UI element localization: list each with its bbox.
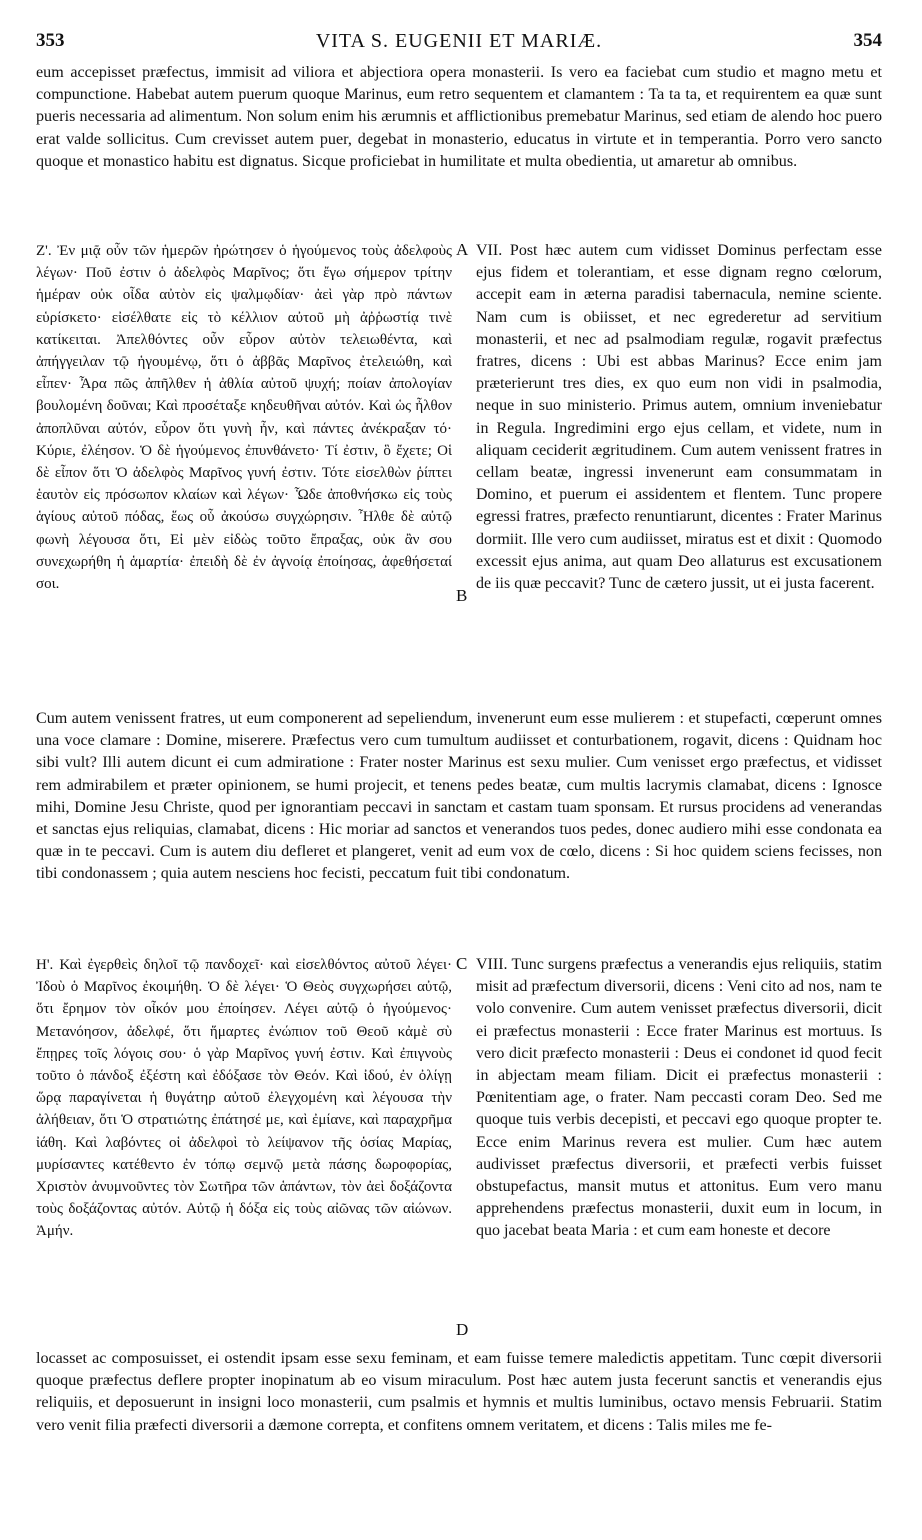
margin-marker-d: D bbox=[456, 1320, 469, 1339]
greek-column-section-7: Ζ'. Ἐν μιᾷ οὖν τῶν ἡμερῶν ἠρώτησεν ὁ ἡγούμενος τοὺς ἀδελφοὺς λέγων· Ποῦ ἐστιν ὁ ἀδελφὸς Μαρῖνος; ὅτι ἔγω σήμερον τρίτην ἡμέραν οὐκ οἶδα αὐτὸν εἰς ψαλμῳδίαν· ἀεὶ γὰρ πρὸ πάντων εὑρίσκετο· εἰσέλθατε εἰς τὸ κέλλιον αὐτοῦ μὴ ἀῤῥωστίᾳ τινὲ κατίκειται. Ἀπελθόντες οὖν εὗρον αὐτὸν τελειωθέντα, καὶ ἀπήγγειλαν τῷ ἡγουμένῳ, ὅτι ὁ ἀββᾶς Μαρῖνος ἐτελειώθη, καὶ εἶπεν· Ἆρα πῶς ἀπῆλθεν ἡ ἀθλία αὐτοῦ ψυχή; ποίαν ἀπολογίαν βουλομένη δοῦναι; Καὶ προσέταξε κηδευθῆναι αὐτόν. Καὶ ὡς ἦλθον ἀποπλῦναι αὐτόν, εὗρον ὅτι γυνὴ ἦν, καὶ πάντες ἀνέκραξαν τό· Κύριε, ἐλέησον. Ὁ δὲ ἡγούμενος ἐπυνθάνετο· Τί ἐστιν, ὃ ἔχετε; Οἱ δὲ εἶπον ὅτι Ὁ ἀδελφὸς Μαρῖνος γυνή ἐστιν. Τότε εἰσελθὼν ῥίπτει ἑαυτὸν εἰς πρόσωπον κλαίων καὶ λέγων· Ὧδε ἀποθνήσκω εἰς τοὺς ἁγίους αὐτοῦ πόδας, ἕως οὗ ἀκούσω συγχώρησιν. Ἦλθε δὲ αὐτῷ φωνὴ λέγουσα ὅτι, Εἰ μὲν εἰδὼς τοῦτο ἔπραξας, οὐκ ἂν σου συνεχωρήθη ἡ ἁμαρτία· ἐπειδὴ δὲ ἐν ἀγνοίᾳ ἐποίησας, ἀφεθήσεταί σοι. bbox=[36, 243, 452, 593]
margin-marker-a: A bbox=[456, 240, 469, 259]
running-header bbox=[36, 30, 882, 56]
margin-marker-b: B bbox=[456, 586, 468, 605]
greek-column-section-8: Η'. Καὶ ἐγερθεὶς δηλοῖ τῷ πανδοχεῖ· καὶ εἰσελθόντος αὐτοῦ λέγει· Ἰδοὺ ὁ Μαρῖνος ἐκοιμήθη. Ὁ δὲ λέγει· Ὁ Θεὸς συγχωρήσει αὐτῷ, ὅτι ἔρημον τὸν οἶκόν μου ἐποίησεν. Λέγει αὐτῷ ὁ ἡγούμενος· Μετανόησον, ἀδελφέ, ὅτι ἥμαρτες ἐνώπιον τοῦ Θεοῦ κἀμὲ σὺ ἔπῃρες τοῖς λόγοις σου· ὁ γὰρ Μαρῖνος γυνή ἐστιν. Καὶ ἐπιγνοὺς τοῦτο ὁ πάνδοξ ἐξέστη καὶ ἐδόξασε τὸν Θεόν. Καὶ ἰδού, ἐν ὀλίγῃ ὥρᾳ παραγίνεται ἡ θυγάτηρ αὐτοῦ ἐλεγχομένη καὶ λέγουσα τὴν ἀλήθειαν, ὅτι Ὁ στρατιώτης ἐπάτησέ με, καὶ ἐμίανε, καὶ παραχρῆμα ἰάθη. Καὶ λαβόντες οἱ ἀδελφοὶ τὸ λείψανον τῆς ὁσίας Μαρίας, μυρίσαντες κατέθεντο ἐν τόπῳ σεμνῷ μετὰ πάσης δωροφορίας, Χριστὸν ἀνυμνοῦντες τὸν Σωτῆρα τῶν ἁπάντων, τὸν ἀεὶ δοξάζοντα τοὺς δοξάζοντας αὐτόν. Αὐτῷ ἡ δόξα εἰς τοὺς αἰῶνας τῶν αἰώνων. Ἀμήν. bbox=[36, 957, 452, 1240]
latin-paragraph-top: eum accepisset præfectus, immisit ad viliora et abjectiora opera monasterii. Is vero ea faciebat cum studio et magno metu et compunctione. Habebat autem puerum quoque Marinus, eum retro sequentem et clamantem : Ta ta ta, et requirentem ea quæ sunt pueris necessaria ad alimentum. Non solum enim his ærumnis et afflictionibus premebatur Marinus, sed etiam de alendo hoc puero erat valde sollicitus. Cum crevisset autem puer, degebat in monasterio, educatus in virtute et in temperantia. Porro vero sancto quoque et monastico habitu est dignatus. Sicque proficiebat in humilitate et multa obedientia, ut amaretur ab omnibus. bbox=[36, 64, 882, 170]
page-number-right: 354 bbox=[853, 30, 882, 51]
page-number-left: 353 bbox=[36, 30, 65, 51]
latin-column-section-8: VIII. Tunc surgens præfectus a venerandis ejus reliquiis, statim misit ad præfectum diversorii, dicens : Veni cito ad nos, nam te volo convenire. Cum autem venisset præfectus diversorii, dicit ei præfectus monasterii : Ecce frater Marinus est mortuus. Is vero dicit præfecto monasterii : Deus ei condonet id quod fecit in abjectam meam filiam. Dicit ei præfectus monasterii : Pœnitentiam age, o frater. Nam peccasti coram Deo. Sed me quoque tuis verbis decepisti, et peccavi ego quoque propter te. Ecce enim Marinus revera est mulier. Cum hæc autem audivisset præfectus diversorii, et præfecti verbis fuisset obstupefactus, mansit mutus et attonitus. Eum vero manu apprehendens præfectus monasterii, duxit eum in locum, in quo jacebat beata Maria : et cum eam honeste et decore bbox=[476, 956, 882, 1240]
running-title: VITA S. EUGENII ET MARIÆ. bbox=[315, 30, 603, 52]
latin-paragraph-bottom: locasset ac composuisset, ei ostendit ipsam esse sexu feminam, et eam fuisse temere maledictis appetitam. Tunc cœpit diversorii quoque præfectus deflere propter inopinatum ab eo visum miraculum. Post hæc autem justa fecerunt sanctis et venerandis ejus reliquiis, et deposuerunt in insigni loco monasterii, cum psalmis et hymnis et multis luminibus, octavo mensis Februarii. Statim vero venit filia præfecti diversorii a dæmone correpta, et confitens omnem veritatem, et dicens : Talis miles me fe- bbox=[36, 1350, 882, 1434]
margin-marker-c: C bbox=[456, 954, 468, 973]
latin-column-section-7: VII. Post hæc autem cum vidisset Dominus perfectam esse ejus fidem et tolerantiam, et esse dignam regno cœlorum, accepit eam in æterna paradisi tabernacula, nemine sciente. Nam cum is obiisset, et nec egrederetur ad servitium monasterii, et nec ad psalmodiam regulæ, rogavit præfectus fratres, dicens : Ubi est abbas Marinus? Ecce enim jam præterierunt tres dies, ex quo eum non vidi in psalmodia, neque in suo ministerio. Primus autem, omnium inveniebatur in Regula. Ingredimini ergo ejus cellam, et videte, num in aliquam ceciderit ægritudinem. Cum autem venissent fratres in cellam beatæ, ingressi invenerunt eam consummatam in Domino, et puerum ei assidentem et flentem. Tunc propere egressi fratres, præfecto renuntiarunt, dicentes : Frater Marinus dormiit. Ille vero cum audiisset, miratus est et dixit : Quomodo excessit ejus anima, aut quam Deo allaturus est excusationem de iis quæ peccavit? Tunc de cætero jussit, ut ei justa facerent. bbox=[476, 242, 882, 593]
latin-paragraph-middle: Cum autem venissent fratres, ut eum componerent ad sepeliendum, invenerunt eum esse mulierem : et stupefacti, cœperunt omnes una voce clamare : Domine, miserere. Præfectus vero cum tumultum audiisset et conturbationem, rogavit, dicens : Quidnam hoc sibi vult? Illi autem dicunt ei cum admiratione : Frater noster Marinus est sexu mulier. Cum venisset ergo præfectus, et vidisset rem admirabilem et præter opinionem, se humi projecit, et tenens pedes beatæ, cum multis lacrymis clamabat, dicens : Ignosce mihi, Domine Jesu Christe, quod per ignorantiam peccavi in sanctam et castam tuam sponsam. Et rursus procidens ad venerandas et sanctas ejus reliquias, clamabat, dicens : Hic moriar ad sanctos et venerandos tuos pedes, donec audiero mihi esse condonata ea quæ in te peccavi. Cum is autem diu defleret et plangeret, venit ad eum vox de cœlo, dicens : Si hoc quidem sciens fecisses, non tibi condonassem ; quia autem nesciens hoc fecisti, peccatum fuit tibi condonatum. bbox=[36, 710, 882, 883]
